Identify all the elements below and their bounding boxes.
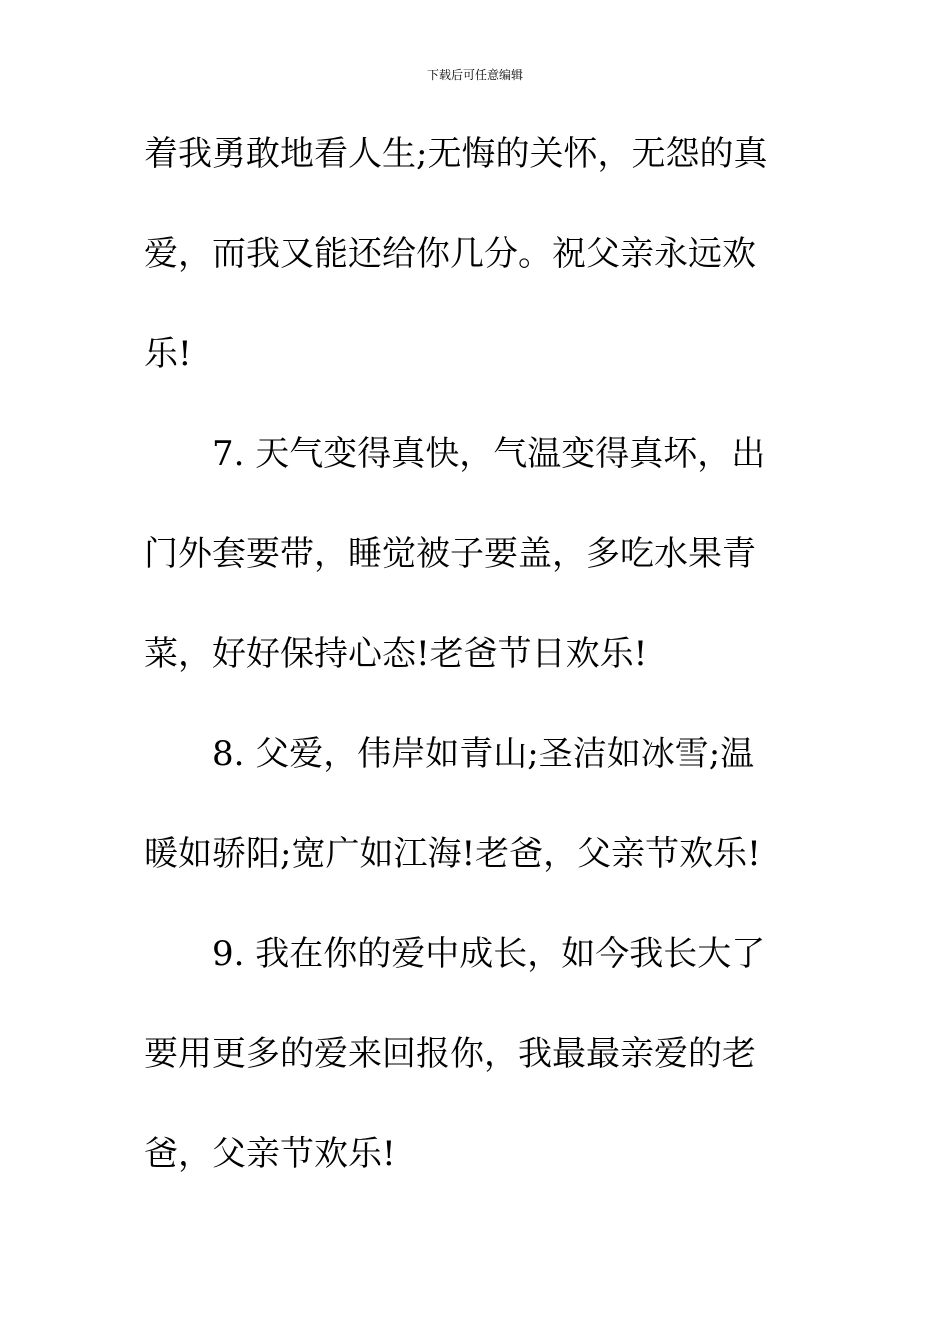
text-line: 爱，而我又能还给你几分。祝父亲永远欢	[144, 234, 756, 274]
text-line: 门外套要带，睡觉被子要盖，多吃水果青	[144, 534, 756, 574]
text-line: 爸，父亲节欢乐!	[144, 1134, 396, 1174]
page-header: 下载后可任意编辑	[426, 68, 523, 82]
text-line: 着我勇敢地看人生;无悔的关怀，无怨的真	[144, 134, 768, 174]
text-line-item-9: 9. 我在你的爱中成长，如今我长大了	[212, 934, 766, 974]
text-line-item-8: 8. 父爱，伟岸如青山;圣洁如冰雪;温	[212, 734, 755, 774]
text-line: 要用更多的爱来回报你，我最最亲爱的老	[144, 1034, 756, 1074]
text-line: 暖如骄阳;宽广如江海!老爸，父亲节欢乐!	[144, 834, 761, 874]
text-line: 菜，好好保持心态!老爸节日欢乐!	[144, 634, 648, 674]
text-line-item-7: 7. 天气变得真快，气温变得真坏，出	[212, 434, 766, 474]
text-line: 乐!	[144, 334, 192, 374]
document-body	[144, 126, 804, 1226]
